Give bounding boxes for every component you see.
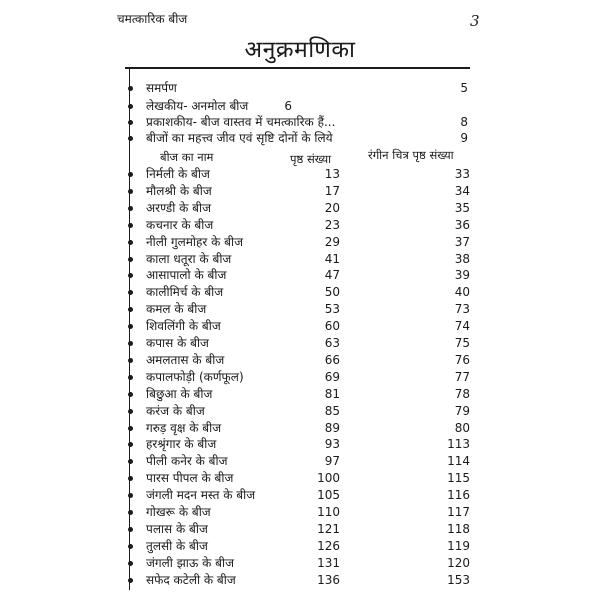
column-header-page: पृष्ठ संख्या bbox=[290, 152, 332, 166]
bullet-icon bbox=[128, 409, 133, 414]
toc-entry bbox=[128, 470, 473, 487]
entry-name: शिवलिंगी के बीज bbox=[146, 319, 221, 333]
toc-entry bbox=[128, 335, 473, 352]
entry-color-page: 119 bbox=[447, 539, 470, 553]
bullet-icon bbox=[128, 120, 133, 125]
entry-page: 66 bbox=[324, 353, 340, 367]
entry-color-page: 37 bbox=[454, 235, 470, 249]
bullet-icon bbox=[128, 324, 133, 329]
toc-entry bbox=[128, 301, 473, 318]
entry-color-page: 113 bbox=[447, 437, 470, 451]
entry-page: 93 bbox=[324, 437, 340, 451]
entry-page: 69 bbox=[324, 370, 340, 384]
entry-name: गरुड़ वृक्ष के बीज bbox=[146, 421, 222, 435]
entry-name: बिछुआ के बीज bbox=[146, 387, 213, 401]
toc-entry bbox=[128, 369, 473, 386]
bullet-icon bbox=[128, 104, 133, 109]
entry-color-page: 39 bbox=[454, 268, 470, 282]
entry-name: निर्मली के बीज bbox=[146, 167, 210, 181]
bullet-icon bbox=[128, 358, 133, 363]
toc-entry bbox=[128, 217, 473, 234]
toc-entry bbox=[128, 538, 473, 555]
entry-color-page: 77 bbox=[454, 370, 470, 384]
entry-name: अमलतास के बीज bbox=[146, 353, 225, 367]
bullet-icon bbox=[128, 544, 133, 549]
bullet-icon bbox=[128, 307, 133, 312]
bullet-icon bbox=[128, 375, 133, 380]
toc-entry bbox=[128, 200, 473, 217]
entry-name: नीली गुलमोहर के बीज bbox=[146, 235, 243, 249]
entry-color-page: 35 bbox=[454, 201, 470, 215]
toc-entry bbox=[128, 436, 473, 453]
entry-color-page: 38 bbox=[454, 252, 470, 266]
entry-color-page: 114 bbox=[447, 454, 470, 468]
entry-name: आसापालो के बीज bbox=[146, 268, 227, 282]
bullet-icon bbox=[128, 426, 133, 431]
entry-name: हरश्रृंगार के बीज bbox=[146, 437, 217, 451]
entry-color-page: 116 bbox=[447, 488, 470, 502]
toc-entry bbox=[128, 166, 473, 183]
bullet-icon bbox=[128, 578, 133, 583]
front-matter-label: समर्पण bbox=[146, 81, 177, 95]
entry-page: 17 bbox=[324, 184, 340, 198]
toc-entry bbox=[128, 284, 473, 301]
front-matter-page: 5 bbox=[460, 81, 468, 95]
entry-page: 60 bbox=[324, 319, 340, 333]
bullet-icon bbox=[128, 392, 133, 397]
front-matter-label: लेखकीय- अनमोल बीज bbox=[146, 99, 249, 113]
entry-page: 50 bbox=[324, 285, 340, 299]
entry-page: 13 bbox=[324, 167, 340, 181]
entry-name: कमल के बीज bbox=[146, 302, 207, 316]
front-matter-label: बीजों का महत्त्व जीव एवं सृष्टि दोनों के लिये bbox=[146, 131, 333, 145]
entry-color-page: 118 bbox=[447, 522, 470, 536]
entry-color-page: 40 bbox=[454, 285, 470, 299]
entry-name: मौलश्री के बीज bbox=[146, 184, 212, 198]
entry-color-page: 75 bbox=[454, 336, 470, 350]
column-header-color-page: रंगीन चित्र पृष्ठ संख्या bbox=[368, 148, 454, 162]
entry-color-page: 36 bbox=[454, 218, 470, 232]
entry-color-page: 73 bbox=[454, 302, 470, 316]
entry-name: पीली कनेर के बीज bbox=[146, 454, 228, 468]
entry-color-page: 74 bbox=[454, 319, 470, 333]
front-matter-page: 9 bbox=[460, 131, 468, 145]
toc-title: अनुक्रमणिका bbox=[244, 37, 356, 63]
entry-name: गोखरू के बीज bbox=[146, 505, 211, 519]
toc-entry bbox=[128, 487, 473, 504]
entry-page: 85 bbox=[324, 404, 340, 418]
entry-page: 29 bbox=[324, 235, 340, 249]
entry-name: जंगली झाऊ के बीज bbox=[146, 556, 235, 570]
front-matter-item bbox=[128, 80, 473, 97]
entry-name: कपास के बीज bbox=[146, 336, 209, 350]
bullet-icon bbox=[128, 206, 133, 211]
bullet-icon bbox=[128, 240, 133, 245]
bullet-icon bbox=[128, 273, 133, 278]
toc-entry bbox=[128, 386, 473, 403]
entry-page: 81 bbox=[324, 387, 340, 401]
toc-entry bbox=[128, 521, 473, 538]
entry-color-page: 33 bbox=[454, 167, 470, 181]
entry-color-page: 117 bbox=[447, 505, 470, 519]
toc-entry bbox=[128, 403, 473, 420]
entry-name: कचनार के बीज bbox=[146, 218, 214, 232]
bullet-icon bbox=[128, 459, 133, 464]
bullet-icon bbox=[128, 86, 133, 91]
entry-color-page: 115 bbox=[447, 471, 470, 485]
column-header-name: बीज का नाम bbox=[160, 150, 214, 164]
bullet-icon bbox=[128, 172, 133, 177]
bullet-icon bbox=[128, 341, 133, 346]
bullet-icon bbox=[128, 510, 133, 515]
entry-page: 47 bbox=[324, 268, 340, 282]
entry-color-page: 76 bbox=[454, 353, 470, 367]
toc-entry bbox=[128, 420, 473, 437]
entry-name: जंगली मदन मस्त के बीज bbox=[146, 488, 256, 502]
entry-page: 136 bbox=[317, 573, 340, 587]
bullet-icon bbox=[128, 223, 133, 228]
entry-page: 121 bbox=[317, 522, 340, 536]
entry-name: तुलसी के बीज bbox=[146, 539, 208, 553]
bullet-icon bbox=[128, 290, 133, 295]
front-matter-page: 6 bbox=[284, 99, 292, 113]
toc-entry bbox=[128, 318, 473, 335]
entry-page: 110 bbox=[317, 505, 340, 519]
entry-page: 53 bbox=[324, 302, 340, 316]
entry-name: कालीमिर्च के बीज bbox=[146, 285, 224, 299]
toc-entry bbox=[128, 183, 473, 200]
entry-page: 126 bbox=[317, 539, 340, 553]
front-matter-label: प्रकाशकीय- बीज वास्तव में चमत्कारिक हैं... bbox=[146, 115, 336, 129]
toc-entry bbox=[128, 352, 473, 369]
entry-page: 97 bbox=[324, 454, 340, 468]
entry-name: पलास के बीज bbox=[146, 522, 208, 536]
bullet-icon bbox=[128, 257, 133, 262]
toc-entry bbox=[128, 267, 473, 284]
front-matter-page: 8 bbox=[460, 115, 468, 129]
front-matter-item bbox=[128, 98, 473, 115]
toc-entry bbox=[128, 504, 473, 521]
toc-entry bbox=[128, 453, 473, 470]
entry-name: पारस पीपल के बीज bbox=[146, 471, 234, 485]
entry-color-page: 120 bbox=[447, 556, 470, 570]
toc-entry bbox=[128, 234, 473, 251]
entry-name: काला धतूरा के बीज bbox=[146, 252, 232, 266]
entry-page: 63 bbox=[324, 336, 340, 350]
toc-entry bbox=[128, 251, 473, 268]
bullet-icon bbox=[128, 442, 133, 447]
entry-name: करंज के बीज bbox=[146, 404, 205, 418]
page-number: 3 bbox=[470, 12, 480, 30]
front-matter-item bbox=[128, 130, 473, 147]
bullet-icon bbox=[128, 189, 133, 194]
entry-color-page: 78 bbox=[454, 387, 470, 401]
entry-color-page: 34 bbox=[454, 184, 470, 198]
bullet-icon bbox=[128, 561, 133, 566]
entry-name: कपालफोड़ी (कर्णफूल) bbox=[146, 370, 244, 384]
entry-page: 41 bbox=[324, 252, 340, 266]
front-matter-item bbox=[128, 114, 473, 131]
entry-page: 20 bbox=[324, 201, 340, 215]
toc-entry bbox=[128, 555, 473, 572]
bullet-icon bbox=[128, 493, 133, 498]
entry-page: 23 bbox=[324, 218, 340, 232]
toc-entry bbox=[128, 572, 473, 589]
entry-name: अरण्डी के बीज bbox=[146, 201, 212, 215]
bullet-icon bbox=[128, 136, 133, 141]
bullet-icon bbox=[128, 476, 133, 481]
entry-name: सफेद कटेली के बीज bbox=[146, 573, 236, 587]
entry-color-page: 80 bbox=[454, 421, 470, 435]
running-head: चमत्कारिक बीज bbox=[117, 12, 188, 26]
bullet-icon bbox=[128, 527, 133, 532]
title-rule bbox=[125, 67, 470, 69]
entry-color-page: 79 bbox=[454, 404, 470, 418]
entry-page: 100 bbox=[317, 471, 340, 485]
entry-page: 105 bbox=[317, 488, 340, 502]
entry-color-page: 153 bbox=[447, 573, 470, 587]
entry-page: 131 bbox=[317, 556, 340, 570]
entry-page: 89 bbox=[324, 421, 340, 435]
